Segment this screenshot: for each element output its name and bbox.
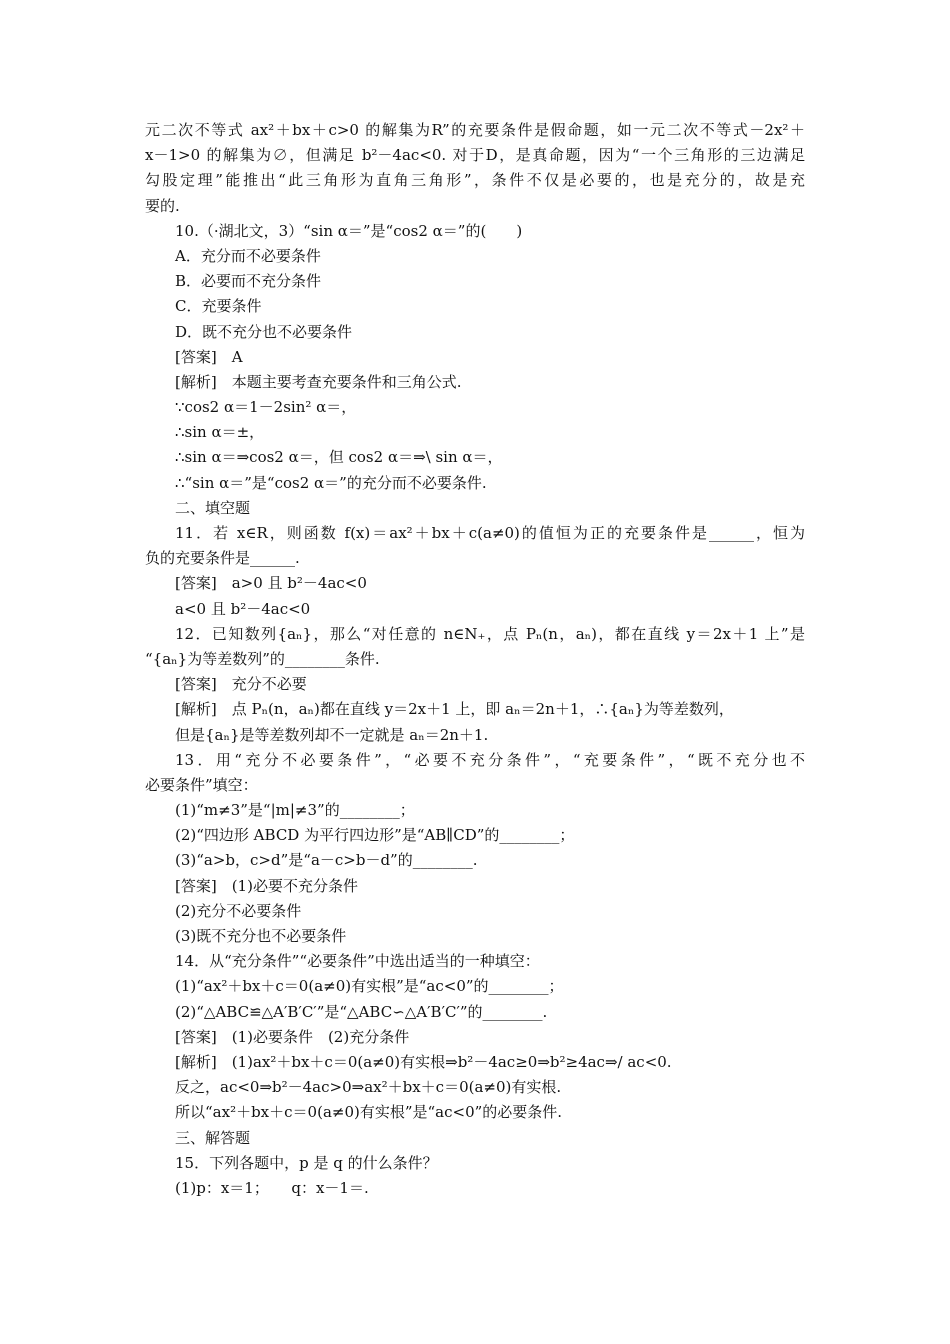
text-line: (2)“△ABC≌△A′B′C′”是“△ABC∽△A′B′C′”的________. (175, 1002, 548, 1021)
text-line: 15．下列各题中，p 是 q 的什么条件？ (175, 1153, 438, 1172)
text-line: ∴sin α＝⇒cos2 α＝，但 cos2 α＝⇒\ sin α＝， (175, 448, 503, 467)
text-line: (3)既不充分也不必要条件 (175, 927, 347, 945)
document-page (145, 118, 805, 1201)
text-line: (1)“ax²＋bx＋c＝0(a≠0)有实根”是“ac<0”的________； (175, 977, 564, 996)
text-line: 元二次不等式 ax²＋bx＋c>0 的解集为R”的充要条件是假命题，如一元二次不等式－2x²＋ (145, 121, 805, 139)
text-line: 三、解答题 (175, 1128, 251, 1147)
text-line: 负的充要条件是______. (145, 549, 300, 568)
text-line: 12．已知数列{aₙ}，那么“对任意的 n∈N₊，点 Pₙ(n，aₙ)，都在直线 y＝2x＋1 上”是 (175, 624, 805, 643)
text-line: [解析] 点 Pₙ(n，aₙ)都在直线 y＝2x＋1 上，即 aₙ＝2n＋1，∴{aₙ}为等差数列， (175, 700, 734, 719)
text-line: [答案] (1)必要不充分条件 (175, 876, 358, 895)
text-line: [答案] (1)必要条件 (2)充分条件 (175, 1027, 410, 1046)
text-line: “{aₙ}为等差数列”的________条件. (145, 649, 380, 668)
text-line: ∴“sin α＝”是“cos2 α＝”的充分而不必要条件. (175, 473, 487, 492)
text-line: ∵cos2 α＝1－2sin² α＝， (175, 398, 357, 417)
text-line: [解析] 本题主要考查充要条件和三角公式. (175, 372, 462, 391)
text-line: B．必要而不充分条件 (175, 272, 322, 291)
text-line: [答案] A (175, 347, 243, 366)
text-line: x－1>0 的解集为∅，但满足 b²－4ac<0. 对于D，是真命题，因为“一个三角形的三边满足 (145, 146, 805, 165)
text-line: ∴sin α＝±， (175, 423, 265, 442)
text-line: 必要条件”填空： (145, 775, 258, 794)
text-line: 但是{aₙ}是等差数列却不一定就是 aₙ＝2n＋1. (175, 725, 489, 744)
text-line: 反之，ac<0⇒b²－4ac>0⇒ax²＋bx＋c＝0(a≠0)有实根. (175, 1078, 562, 1097)
text-line: [解析] (1)ax²＋bx＋c＝0(a≠0)有实根⇒b²－4ac≥0⇒b²≥4ac⇒/ ac<0. (175, 1052, 672, 1071)
text-line: C．充要条件 (175, 297, 262, 316)
text-line: 11．若 x∈R，则函数 f(x)＝ax²＋bx＋c(a≠0)的值恒为正的充要条件是______，恒为 (175, 524, 805, 542)
text-line: 勾股定理”能推出“此三角形为直角三角形”，条件不仅是必要的，也是充分的，故是充 (145, 171, 805, 190)
text-line: 14．从“充分条件”“必要条件”中选出适当的一种填空： (175, 952, 540, 971)
text-line: 13．用“充分不必要条件”，“必要不充分条件”，“充要条件”，“既不充分也不 (175, 750, 805, 769)
text-line: (1)p：x＝1； q：x－1＝. (175, 1178, 369, 1197)
text-line: (2)“四边形 ABCD 为平行四边形”是“AB∥CD”的________； (175, 826, 575, 845)
text-line: a<0 且 b²－4ac<0 (175, 599, 311, 618)
text-line: (3)“a>b，c>d”是“a－c>b－d”的________. (175, 851, 478, 870)
text-line: [答案] a>0 且 b²－4ac<0 (175, 574, 367, 593)
text-line: A．充分而不必要条件 (175, 246, 321, 265)
text-line: 二、填空题 (175, 498, 251, 517)
text-line: (2)充分不必要条件 (175, 901, 302, 920)
text-line: [答案] 充分不必要 (175, 675, 307, 694)
text-line: 要的. (145, 196, 180, 215)
text-line: 10.（·湖北文，3）“sin α＝”是“cos2 α＝”的( ) (175, 221, 523, 240)
text-line: (1)“m≠3”是“|m|≠3”的________； (175, 801, 415, 820)
text-line: D．既不充分也不必要条件 (175, 322, 353, 341)
text-line: 所以“ax²＋bx＋c＝0(a≠0)有实根”是“ac<0”的必要条件. (175, 1103, 563, 1122)
